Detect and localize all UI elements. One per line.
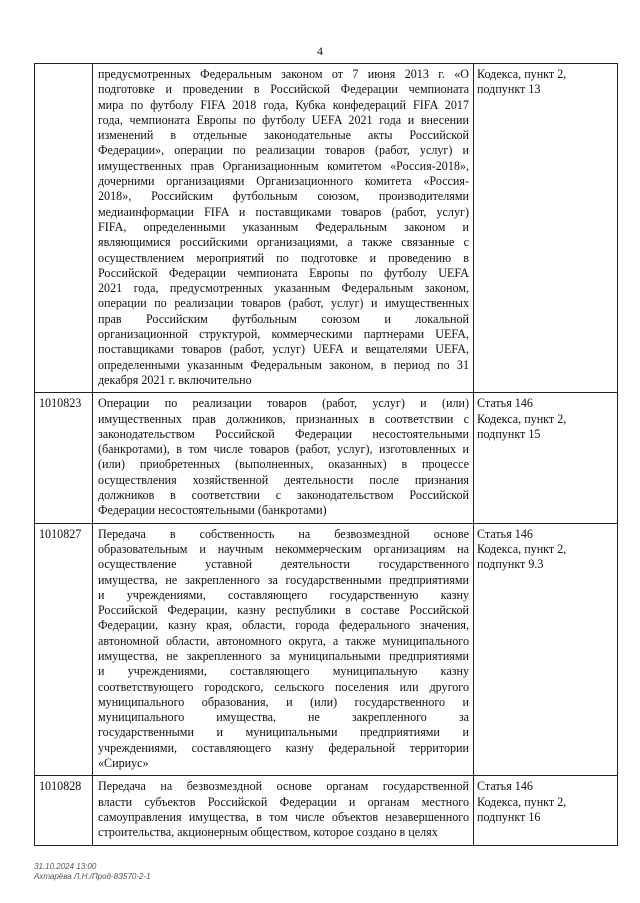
description-line: законодательством Российской Федерации несостоятельными xyxy=(98,426,469,441)
description-line: Передача в собственность на безвозмездной основе xyxy=(98,526,469,541)
description-line: учреждениями, составляющего казну федеральной территории xyxy=(98,740,469,755)
table-row xyxy=(35,776,618,845)
description-line: образовательным и научным некоммерческим организациям на xyxy=(98,541,469,556)
operation-description xyxy=(93,393,474,523)
operation-description xyxy=(93,523,474,776)
description-line: самоуправления имущества, в том числе объектов незавершенного xyxy=(98,809,469,824)
description-line: строительства, акционерным обществом, которое создано в целях xyxy=(98,825,438,840)
description-line: и учреждениями, составляющего муниципальную казну xyxy=(98,664,469,679)
description-line: имущества, не закрепленного за государственными предприятиями xyxy=(98,572,469,587)
reference-line: подпункт 13 xyxy=(477,82,541,97)
description-line: FIFA, определенными указанным Федеральным законом и xyxy=(98,219,469,234)
description-line: Операции по реализации товаров (работ, услуг) и (или) xyxy=(98,396,469,411)
description-line: изменений в отдельные законодательные акты Российской xyxy=(98,128,469,143)
legal-reference xyxy=(474,64,618,393)
legal-reference xyxy=(474,393,618,523)
description-line: определенными указанным Федеральным законом, в период по 31 xyxy=(98,357,469,372)
operation-code: 1010828 xyxy=(35,776,93,845)
description-line: поставщиками товаров (работ, услуг) UEFA и вещателями UEFA, xyxy=(98,342,469,357)
operation-code xyxy=(35,64,93,393)
table-body xyxy=(35,64,618,846)
description-line: прав Российским футбольным союзом и локальной xyxy=(98,311,469,326)
stamp-executor: Ахтарёва Л.Н./Прод-8З570-2-1 xyxy=(34,872,151,881)
description-line: осуществление уставной деятельности государственного xyxy=(98,557,469,572)
reference-line: Кодекса, пункт 2, xyxy=(477,67,567,81)
description-line: государственными и муниципальными предприятиями и xyxy=(98,725,469,740)
description-line: имущественных прав должников, признанных в соответствии с xyxy=(98,411,469,426)
description-line: (или) приобретенных (выполненных, оказанных) в процессе xyxy=(98,457,469,472)
description-line: власти субъектов Российской Федерации и органам местного xyxy=(98,794,469,809)
reference-line: подпункт 16 xyxy=(477,809,541,824)
description-line: Российской Федерации чемпионата Европы по футболу UEFA xyxy=(98,265,469,280)
reference-line: Статья 146 xyxy=(477,526,533,541)
description-line: Федерации, казну края, области, города федерального значения, xyxy=(98,618,469,633)
description-line: должников в соответствии с законодательством Российской xyxy=(98,488,469,503)
page-number: 4 xyxy=(317,44,323,58)
description-line: операции по реализации товаров (работ, услуг) и имущественных xyxy=(98,296,469,311)
print-stamp xyxy=(34,862,151,882)
description-line: Федерации», операции по реализации товаров (работ, услуг) и xyxy=(98,143,469,158)
reference-line: подпункт 15 xyxy=(477,426,541,441)
description-line: Передача на безвозмездной основе органам государственной xyxy=(98,779,469,794)
description-line: Российской Федерации, казну республики в составе Российской xyxy=(98,603,469,618)
description-line: соответствующего городского, сельского поселения или другого xyxy=(98,679,469,694)
description-line: 2021 года, предусмотренных указанным Федеральным законом, xyxy=(98,281,469,296)
reference-line: Статья 146 xyxy=(477,396,533,411)
reference-line: подпункт 9.3 xyxy=(477,557,544,572)
description-line: и учреждениями, составляющего государственную казну xyxy=(98,587,469,602)
description-line: «Сириус» xyxy=(98,756,149,771)
description-line: декабря 2021 г. включительно xyxy=(98,372,252,387)
legal-reference xyxy=(474,523,618,776)
stamp-date: 31.10.2024 13:00 xyxy=(34,862,97,871)
description-line: имущественных прав Организационным комитетом «Россия-2018», xyxy=(98,158,469,173)
description-line: осуществления хозяйственной деятельности после признания xyxy=(98,472,469,487)
description-line: организационной структурой, коммерческими партнерами UEFA, xyxy=(98,327,469,342)
description-line: (банкротами), в том числе товаров (работ, услуг), изготовленных и xyxy=(98,442,469,457)
description-line: 2018», Российским футбольным союзом, производителями xyxy=(98,189,469,204)
description-line: являющимися российскими организациями, а также связанные с xyxy=(98,235,469,250)
description-line: дочерними организациями Организационного комитета «Россия- xyxy=(98,174,469,189)
description-line: мира по футболу FIFA 2018 года, Кубка конфедераций FIFA 2017 xyxy=(98,97,469,112)
operation-description xyxy=(93,776,474,845)
reference-line: Кодекса, пункт 2, xyxy=(477,411,567,426)
table-row xyxy=(35,523,618,776)
description-line: подготовке и проведении в Российской Федерации чемпионата xyxy=(98,82,469,97)
description-line: Федерации несостоятельными (банкротами) xyxy=(98,503,327,518)
description-line: имущества, не закрепленного за муниципальными предприятиями xyxy=(98,648,469,663)
description-line: медиаинформации FIFA и поставщиками товаров (работ, услуг) xyxy=(98,204,469,219)
legal-reference xyxy=(474,776,618,845)
description-line: осуществлением мероприятий по подготовке и проведению в xyxy=(98,250,469,265)
description-line: предусмотренных Федеральным законом от 7 июня 2013 г. «О xyxy=(98,67,469,81)
operation-code: 1010827 xyxy=(35,523,93,776)
description-line: муниципального образования, и (или) государственного и xyxy=(98,694,469,709)
reference-line: Статья 146 xyxy=(477,779,533,794)
reference-line: Кодекса, пункт 2, xyxy=(477,541,567,556)
description-line: автономной области, автономного округа, а также муниципального xyxy=(98,633,469,648)
operation-code: 1010823 xyxy=(35,393,93,523)
table-row xyxy=(35,64,618,393)
tax-operations-table xyxy=(34,63,618,846)
operation-description xyxy=(93,64,474,393)
description-line: года, чемпионата Европы по футболу UEFA 2021 года и внесении xyxy=(98,112,469,127)
description-line: муниципального имущества, не закрепленного за xyxy=(98,710,469,725)
table-row xyxy=(35,393,618,523)
reference-line: Кодекса, пункт 2, xyxy=(477,794,567,809)
